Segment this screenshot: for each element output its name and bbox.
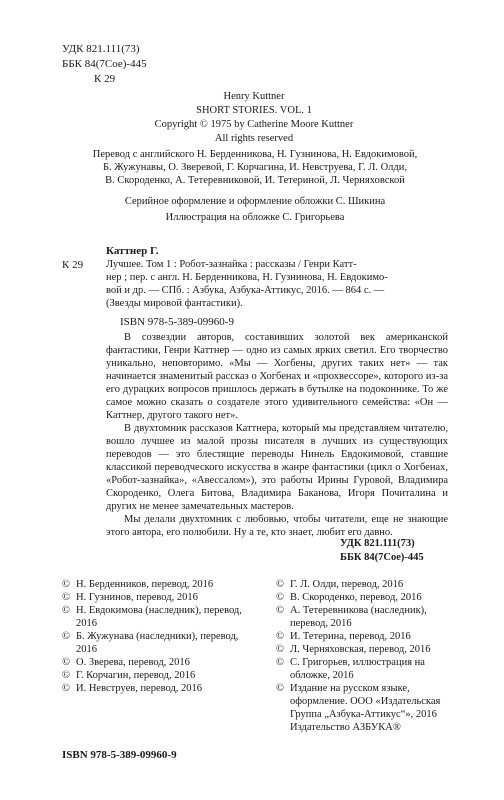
copyright-line xyxy=(62,591,252,604)
series-design: Серийное оформление и оформление обложки С. Шикина xyxy=(124,196,386,207)
copyright-text: Н. Гузнинов, перевод, 2016 xyxy=(76,592,198,603)
copyright-text: О. Зверева, перевод, 2016 xyxy=(76,657,190,668)
catalog-line: вой и др. — СПб. : Азбука, Азбука-Аттикус, 2016. — 864 с. — xyxy=(106,285,385,296)
copyright-symbol: © xyxy=(62,592,70,603)
copyright-line xyxy=(276,578,456,591)
copyright-text: С. Григорьев, иллюстрация на обложке, 2016 xyxy=(290,657,425,681)
copyright-symbol: © xyxy=(276,657,284,668)
copyright-text: Н. Евдокимова (наследник), перевод, 2016 xyxy=(76,605,242,629)
udk-bottom: УДК 821.111(73) xyxy=(340,538,415,549)
copyright-text: А. Тетеревникова (наследник), перевод, 2016 xyxy=(290,605,427,629)
copyright-symbol: © xyxy=(276,592,284,603)
copyright-line xyxy=(276,630,456,643)
copyright-line xyxy=(62,578,252,591)
copyright-text: Н. Берденников, перевод, 2016 xyxy=(76,579,214,590)
annotation-paragraph: В двухтомник рассказов Каттнера, который мы представляем читателю, вошло лучшее из малой прозы писателя в лучших из существующих переводов — это блестящие переводы Нинель Евдокимовой, ставшие классикой переводческого искусства в жанре фантастики (цикл о Хогбенах, «Робот-зазнайка», «Авессалом»), это работы Ирины Гуровой, Владимира Скороденко, Олега Битова, Владимира Баканова, Игоря Почиталина и других не менее замечательных мастеров. xyxy=(106,423,448,512)
copyright-text: Б. Жужунава (наследники), перевод, 2016 xyxy=(76,631,239,655)
copyright-text: Издание на русском языке, оформление. ООО «Издательская Группа „Азбука-Аттикус“», 2016 Издательство АЗБУКА® xyxy=(290,683,441,733)
annotation-paragraph: Мы делали двухтомник с любовью, чтобы читатели, еще не знающие этого автора, его полюбили. Ну а те, кто знает, любит его давно. xyxy=(106,514,448,538)
copyright-text: В. Скороденко, перевод, 2016 xyxy=(290,592,422,603)
catalog-line: Лучшее. Том 1 : Робот-зазнайка : рассказы / Генри Катт- xyxy=(106,259,357,270)
copyright-symbol: © xyxy=(62,683,70,694)
copyright-line xyxy=(62,669,252,682)
original-title: SHORT STORIES. VOL. 1 xyxy=(196,105,312,116)
copyright-line xyxy=(62,604,252,630)
annotation xyxy=(106,331,448,539)
copyright-symbol: © xyxy=(276,631,284,642)
copyrights-right xyxy=(276,578,456,734)
copyright-text: Л. Черняховская, перевод, 2016 xyxy=(290,644,431,655)
original-author: Henry Kuttner xyxy=(223,91,285,102)
copyright-symbol: © xyxy=(276,683,284,694)
copyright-symbol: © xyxy=(276,644,284,655)
copyright-line xyxy=(276,643,456,656)
copyright-symbol: © xyxy=(62,657,70,668)
k-code-top: К 29 xyxy=(94,73,116,85)
translators-line: Перевод с английского Н. Берденникова, Н. Гузнинова, Н. Евдокимовой, xyxy=(92,149,418,160)
copyright-line xyxy=(276,656,456,682)
translators-line: В. Скороденко, А. Тетеревниковой, И. Тетериной, Л. Черняховской xyxy=(105,175,405,186)
copyright-line xyxy=(276,604,456,630)
catalog-heading: Каттнер Г. xyxy=(106,245,159,257)
catalog-description xyxy=(106,258,448,310)
copyright-line xyxy=(62,682,252,695)
copyright-line xyxy=(62,656,252,669)
bbk-top: ББК 84(7Сое)-445 xyxy=(62,58,147,70)
catalog-line: нер ; пер. с англ. Н. Берденникова, Н. Гузнинова, Н. Евдокимо- xyxy=(106,272,388,283)
copyright-text: И. Тетерина, перевод, 2016 xyxy=(290,631,411,642)
original-copyright: Copyright © 1975 by Catherine Moore Kuttner xyxy=(154,119,354,130)
copyright-text: И. Невструев, перевод, 2016 xyxy=(76,683,203,694)
copyright-symbol: © xyxy=(276,605,284,616)
copyright-text: Г. Корчагин, перевод, 2016 xyxy=(76,670,196,681)
copyright-symbol: © xyxy=(62,670,70,681)
copyright-symbol: © xyxy=(276,579,284,590)
original-rights: All rights reserved xyxy=(214,133,294,144)
udk-top: УДК 821.111(73) xyxy=(62,43,140,55)
copyright-symbol: © xyxy=(62,631,70,642)
cover-illustration: Иллюстрация на обложке С. Григорьева xyxy=(165,212,345,223)
translators-line: Б. Жужунавы, О. Зверевой, Г. Корчагина, И. Невструева, Г. Л. Олди, xyxy=(102,162,408,173)
copyright-line xyxy=(276,591,456,604)
copyright-text: Г. Л. Олди, перевод, 2016 xyxy=(290,579,404,590)
catalog-code: К 29 xyxy=(62,259,84,271)
bbk-bottom: ББК 84(7Сое)-445 xyxy=(340,552,424,563)
copyright-symbol: © xyxy=(62,605,70,616)
catalog-isbn: ISBN 978-5-389-09960-9 xyxy=(120,316,234,328)
copyright-symbol: © xyxy=(62,579,70,590)
copyright-line xyxy=(276,682,456,734)
copyright-line xyxy=(62,630,252,656)
copyrights-left xyxy=(62,578,252,695)
annotation-paragraph: В созвездии авторов, составивших золотой век американской фантастики, Генри Каттнер — одно из самых ярких светил. Его творчество уникально, неповторимо. «Мы — Хогбены, других таких нет» — так начинается знаменитый рассказ о Хогбенах и «прохвессоре», которого из-за его дурацких вопросов пришлось держать в бутылке на подоконнике. То же самое можно сказать о создателе этого удивительного семейства: «Он — Каттнер, другого такого нет». xyxy=(106,332,448,421)
catalog-line: (Звезды мировой фантастики). xyxy=(106,298,243,309)
translators xyxy=(40,148,470,187)
isbn-bottom: ISBN 978-5-389-09960-9 xyxy=(62,749,177,761)
